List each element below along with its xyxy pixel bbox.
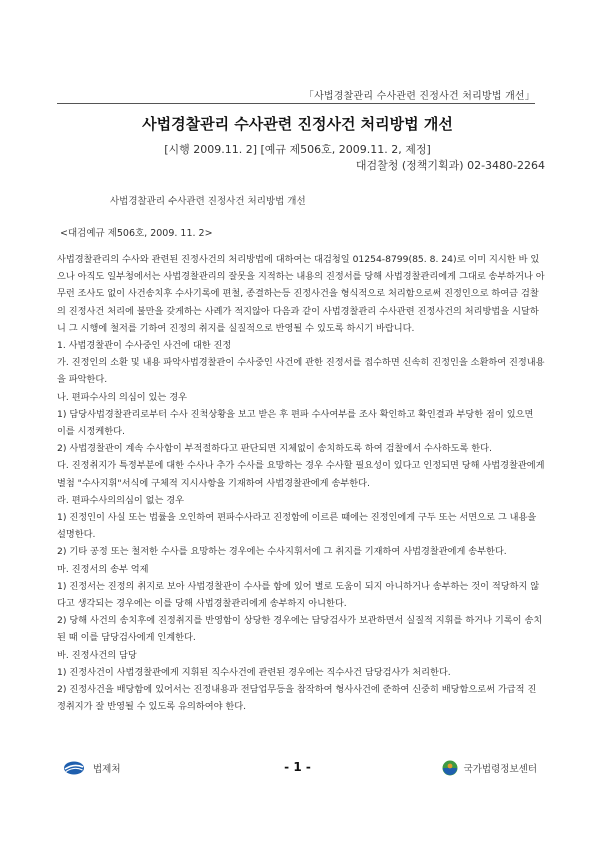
running-header: 「사법경찰관리 수사관련 진정사건 처리방법 개선」 xyxy=(303,91,535,102)
subsection-heading: 나. 편파수사의 의심이 있는 경우 xyxy=(57,391,187,403)
header-rule xyxy=(57,103,535,104)
body-paragraph: 1) 담당사법경찰관리로부터 수사 진척상황을 보고 받은 후 편파 수사여부를 조사 확인하고 확인결과 부당한 점이 있으면 이를 시정케한다. xyxy=(57,408,534,438)
body-paragraph: 2) 당해 사건의 송치후에 진정취지를 반영함이 상당한 경우에는 담당검사가 보관하면서 실질적 지휘를 하거나 기록이 송치된 때 이를 담당검사에게 인계한다. xyxy=(57,615,543,644)
footer-right-label: 국가법령정보센터 xyxy=(463,764,537,775)
page-number: - 1 - xyxy=(284,760,311,774)
body-paragraph: 가. 진정인의 소환 및 내용 파악사법경찰관이 수사중인 사건에 관한 진정서를 접수하면 신속히 진정인을 소환하여 진정내용을 파악한다. xyxy=(57,357,545,386)
body-paragraph: 1) 진정사건이 사법경찰관에게 지휘된 직수사건에 관련된 경우에는 직수사건 담당검사가 처리한다. xyxy=(57,666,451,678)
document-title: 사법경찰관리 수사관련 진정사건 처리방법 개선 xyxy=(142,115,453,133)
body-paragraph: 1) 진정인이 사실 또는 법률을 오인하여 편파수사라고 진정함에 이르른 때에는 진정인에게 구두 또는 서면으로 그 내용을 설명한다. xyxy=(57,512,537,541)
body-paragraph: 2) 기타 공정 또는 철저한 수사를 요망하는 경우에는 수사지휘서에 그 취지를 기재하여 사법경찰관에게 송부한다. xyxy=(57,546,507,558)
body-paragraph: 1) 진정서는 진정의 취지로 보아 사법경찰관이 수사를 함에 있어 별로 도움이 되지 아니하거나 송부하는 것이 적당하지 않다고 생각되는 경우에는 이를 당해 사법경찰관리에게 송부하지 아니한다. xyxy=(57,580,540,610)
subsection-heading: 마. 진정서의 송부 억제 xyxy=(57,563,149,575)
regulation-reference: <대검예규 제506호, 2009. 11. 2> xyxy=(60,228,213,239)
subsection-heading: 바. 진정사건의 담당 xyxy=(57,649,137,661)
intro-paragraph: 사법경찰관리의 수사와 관련된 진정사건의 처리방법에 대하여는 대검청일 01254-8799(85. 8. 24)로 이미 지시한 바 있으나 아직도 일부청에서는 사법경찰관리의 잘못을 지적하는 내용의 진정서를 당해 사법경찰관리에게 그대로 송부하거나 아무런 조사도 없이 사건송치후 수사기록에 편철, 종결하는등 진정사건을 형식적으로 처리함으로써 진정인으로 하여금 검찰의 진정사건 처리에 불만을 갖게하는 사례가 적지않아 다음과 같이 사법경찰관리 수사관련 진정사건의 처리방법을 시달하니 그 시행에 철저를 기하여 진정의 취지를 실질적으로 반영될 수 있도록 하시기 바랍니다. xyxy=(57,254,545,334)
subsection-heading: 라. 편파수사의의심이 없는 경우 xyxy=(57,494,185,506)
section-heading: 1. 사법경찰관이 수사중인 사건에 대한 진정 xyxy=(57,340,232,352)
body-paragraph: 2) 진정사건을 배당함에 있어서는 진정내용과 전담업무등을 참작하여 형사사건에 준하여 신중히 배당함으로써 가급적 진정취지가 잘 반영될 수 있도록 유의하여야 한다. xyxy=(57,684,537,713)
body-paragraph: 다. 진정취지가 특정부분에 대한 수사나 추가 수사를 요망하는 경우 수사할 필요성이 있다고 인정되면 당해 사법경찰관에게 별첨 "수사지휘"서식에 구체적 지시사항을 기재하여 사법경찰관에게 송부한다. xyxy=(57,460,545,489)
body-paragraph: 2) 사법경찰관이 계속 수사함이 부적절하다고 판단되면 지체없이 송치하도록 하여 검찰에서 수사하도록 한다. xyxy=(57,443,492,455)
footer-left-label: 법제처 xyxy=(93,764,121,775)
regulation-name: 사법경찰관리 수사관련 진정사건 처리방법 개선 xyxy=(110,196,306,207)
footer-right xyxy=(442,760,537,776)
page-footer xyxy=(0,760,595,784)
law-center-logo-icon xyxy=(442,760,458,776)
department-contact: 대검찰청 (정책기획과) 02-3480-2264 xyxy=(355,159,545,172)
document-body xyxy=(57,251,545,715)
enforcement-info: [시행 2009.11. 2] [예규 제506호, 2009.11. 2, 제정] xyxy=(164,143,431,156)
